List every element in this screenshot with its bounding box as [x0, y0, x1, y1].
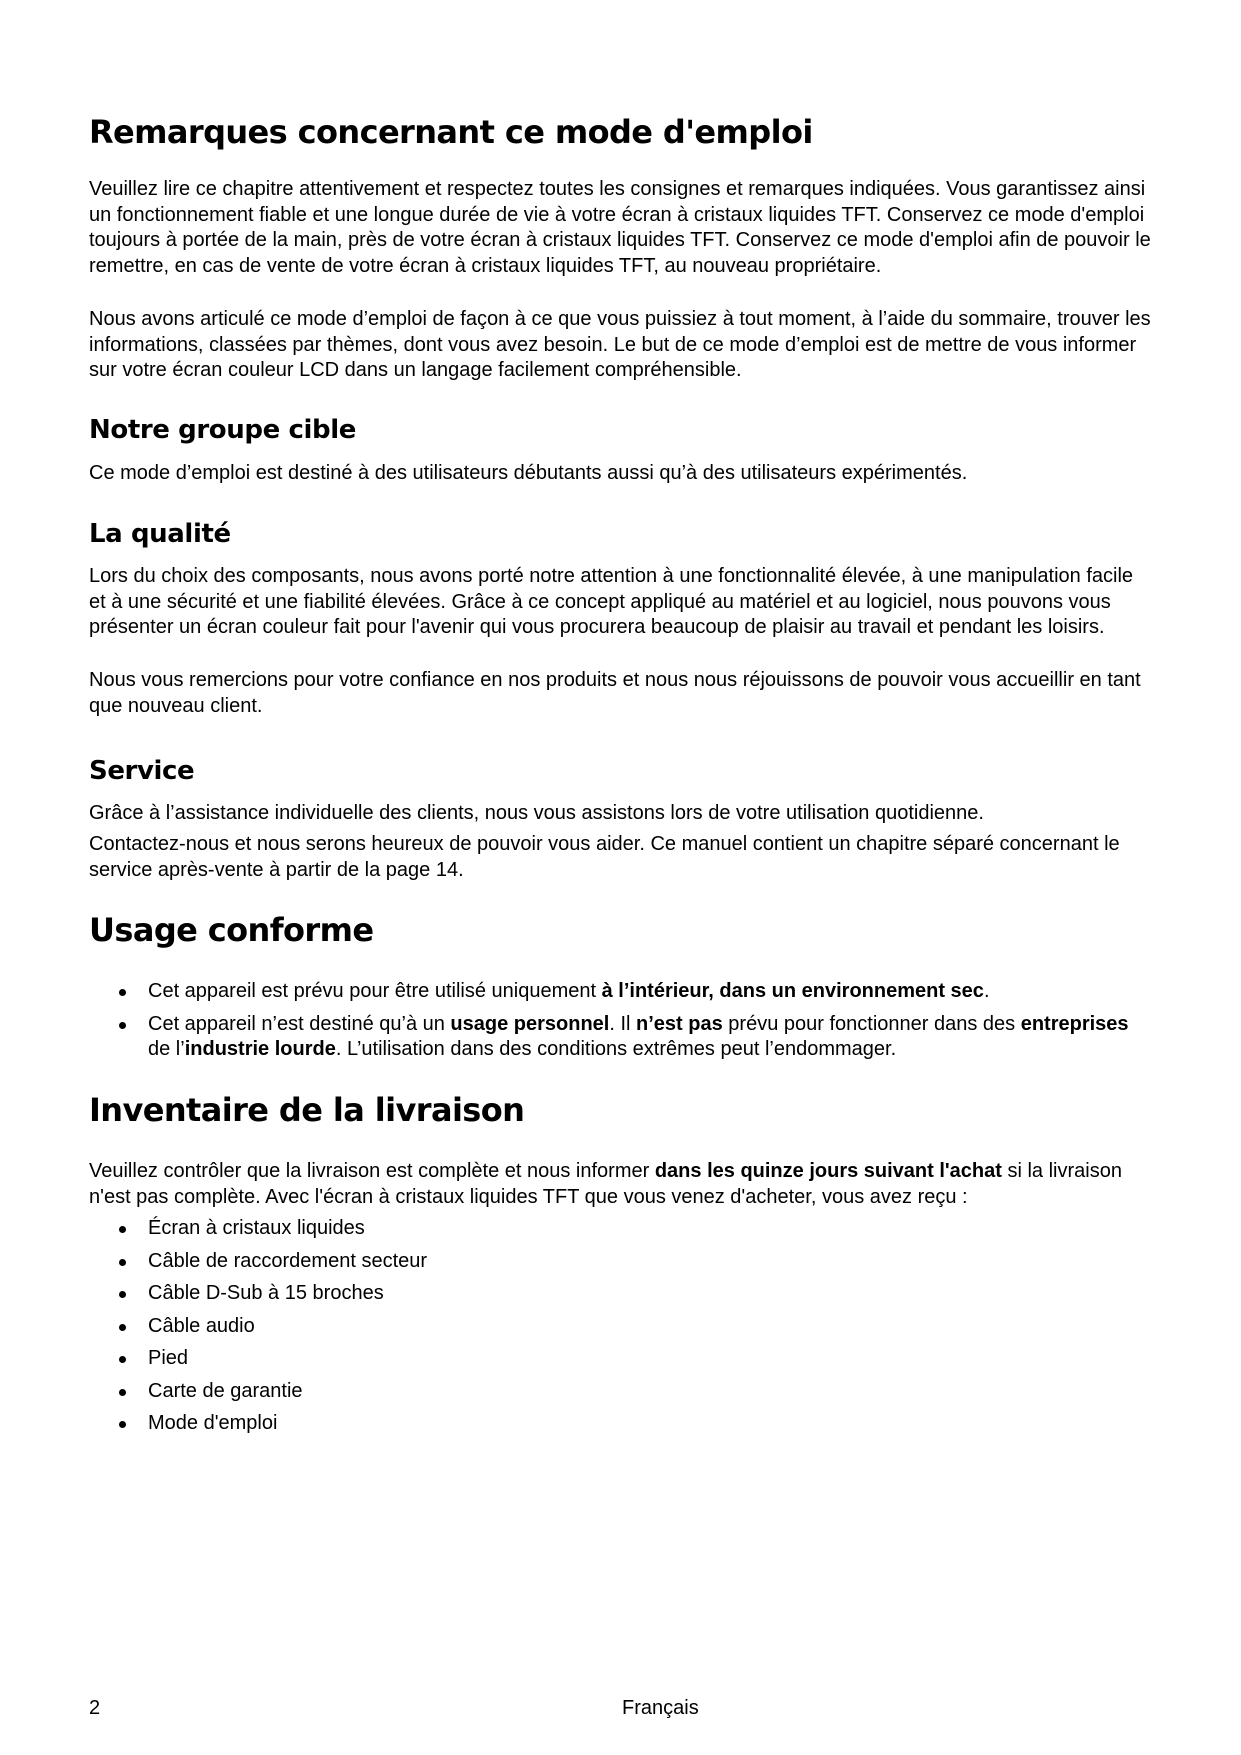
- list-item: Câble de raccordement secteur: [89, 1249, 1154, 1275]
- usage-list: [89, 979, 1154, 1063]
- bullet-icon: [119, 1356, 126, 1363]
- inventory-list: [89, 1216, 1154, 1437]
- paragraph-qualite-2: Nous vous remercions pour votre confiance en nos produits et nous nous réjouissons de pouvoir vous accueillir en tant que nouveau client.: [89, 669, 1141, 717]
- section-title-service: Service: [89, 756, 195, 786]
- page-number: 2: [89, 1697, 101, 1719]
- section-title-qualite: La qualité: [89, 519, 231, 549]
- bullet-icon: [119, 1259, 126, 1266]
- paragraph-groupe-cible: Ce mode d’emploi est destiné à des utilisateurs débutants aussi qu’à des utilisateurs expérimentés.: [89, 462, 968, 484]
- paragraph-remarques-2: Nous avons articulé ce mode d’emploi de façon à ce que vous puissiez à tout moment, à l’aide du sommaire, trouver les informations, classées par thèmes, dont vous avez besoin. Le but de ce mode d’emploi est de mettre de vous informer sur votre écran couleur LCD dans un langage facilement compréhensible.: [89, 308, 1151, 381]
- paragraph-inventaire-intro: Veuillez contrôler que la livraison est complète et nous informer dans les quinze jours suivant l'achat si la livraison n'est pas complète. Avec l'écran à cristaux liquides TFT que vous venez d'acheter, vous avez reçu :: [89, 1160, 1122, 1208]
- bullet-icon: [119, 989, 126, 996]
- section-title-remarques: Remarques concernant ce mode d'emploi: [89, 113, 813, 151]
- list-item: Pied: [89, 1346, 1154, 1372]
- section-title-groupe-cible: Notre groupe cible: [89, 415, 356, 445]
- list-item: Écran à cristaux liquides: [89, 1216, 1154, 1242]
- list-item: Cet appareil n’est destiné qu’à un usage personnel. Il n’est pas prévu pour fonctionner dans des entreprises de l’industrie lourde. L’utilisation dans des conditions extrêmes peut l’endommager.: [89, 1012, 1154, 1063]
- paragraph-qualite-1: Lors du choix des composants, nous avons porté notre attention à une fonctionnalité élevée, à une manipulation facile et à une sécurité et une fiabilité élevées. Grâce à ce concept appliqué au matériel et au logiciel, nous pouvons vous présenter un écran couleur fait pour l'avenir qui vous procurera beaucoup de plaisir au travail et pendant les loisirs.: [89, 565, 1134, 638]
- bullet-icon: [119, 1291, 126, 1298]
- section-title-usage-conforme: Usage conforme: [89, 911, 374, 949]
- list-item: Cet appareil est prévu pour être utilisé uniquement à l’intérieur, dans un environnement sec.: [89, 979, 1154, 1005]
- footer-language: Français: [622, 1697, 699, 1719]
- bullet-icon: [119, 1226, 126, 1233]
- list-item: Carte de garantie: [89, 1379, 1154, 1405]
- bullet-icon: [119, 1421, 126, 1428]
- list-item: Câble audio: [89, 1314, 1154, 1340]
- list-item: Mode d'emploi: [89, 1411, 1154, 1437]
- bullet-icon: [119, 1389, 126, 1396]
- paragraph-service-2: Contactez-nous et nous serons heureux de pouvoir vous aider. Ce manuel contient un chapitre séparé concernant le service après-vente à partir de la page 14.: [89, 833, 1120, 881]
- bullet-icon: [119, 1324, 126, 1331]
- paragraph-service-1: Grâce à l’assistance individuelle des clients, nous vous assistons lors de votre utilisation quotidienne.: [89, 802, 984, 824]
- section-title-inventaire: Inventaire de la livraison: [89, 1091, 525, 1129]
- bullet-icon: [119, 1022, 126, 1029]
- paragraph-remarques-1: Veuillez lire ce chapitre attentivement et respectez toutes les consignes et remarques indiquées. Vous garantissez ainsi un fonctionnement fiable et une longue durée de vie à votre écran à cristaux liquides TFT. Conservez ce mode d'emploi toujours à portée de la main, près de votre écran à cristaux liquides TFT. Conservez ce mode d'emploi afin de pouvoir le remettre, en cas de vente de votre écran à cristaux liquides TFT, au nouveau propriétaire.: [89, 178, 1151, 277]
- list-item: Câble D-Sub à 15 broches: [89, 1281, 1154, 1307]
